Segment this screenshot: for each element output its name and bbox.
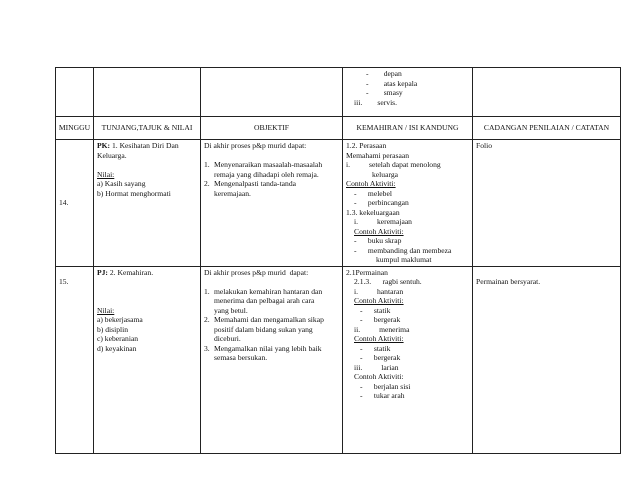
row-week-14 [56,140,621,267]
kemahiran-line: keluarga [372,169,399,179]
cell-cadangan-14: Folio [473,140,621,267]
cell-minggu-15 [56,266,94,453]
objektif-text: diceburi. [214,334,241,343]
cell-empty-cadangan [473,68,621,117]
kemahiran-line: Contoh Aktiviti: [354,226,404,236]
kemahiran-line: - depan [366,69,402,78]
kemahiran-line: - atas kepala [366,78,418,88]
cell-kemahiran-continued [343,68,473,117]
tunjang-title: 2. Kemahiran. [107,267,154,277]
objektif-text: semasa bersukan. [214,353,268,362]
kemahiran-line: iii. larian [354,362,399,372]
kemahiran-line: i. hantaran [354,286,404,296]
objektif-number: 2. [204,179,210,188]
cell-tunjang-15 [94,266,201,453]
kemahiran-line: iii. servis. [354,97,398,107]
continuation-row [56,68,621,117]
kemahiran-line: Contoh Aktiviti: [354,372,404,381]
cell-cadangan-15 [473,266,621,453]
objektif-line [204,344,339,354]
kemahiran-line: - tukar arah [360,391,405,400]
objektif-number: 1. [204,286,210,296]
cell-objektif-15 [201,266,343,453]
nilai-item: a) Kasih sayang [97,179,146,188]
cell-objektif-14 [201,140,343,267]
kemahiran-line: - perbincangan [354,198,409,207]
tunjang-code: PJ: [97,267,108,277]
kemahiran-line: - bergerak [360,315,401,324]
objektif-line [204,353,339,363]
objektif-line [204,170,339,180]
cell-kemahiran-14 [343,140,473,267]
objektif-line [204,306,339,316]
kemahiran-line: Contoh Aktiviti: [346,179,396,188]
objektif-line [204,296,339,306]
kemahiran-line: - smasy [366,88,403,97]
header-objektif: OBJEKTIF [201,117,343,140]
objektif-line [204,179,339,189]
nilai-item: c) keberanian [97,334,139,343]
objektif-number: 3. [204,343,210,353]
objektif-number: 1. [204,160,210,169]
cell-empty-objektif [201,68,343,117]
objektif-text: keremajaan. [214,188,251,198]
objektif-line [204,325,339,335]
kemahiran-line: 1.3. kekeluargaan [346,207,400,217]
objektif-intro: Di akhir proses p&p murid dapat: [204,267,309,277]
header-minggu: MINGGU [56,117,94,140]
cadangan-text: Permainan bersyarat. [476,277,541,286]
cell-minggu-14: 14. [56,140,94,267]
kemahiran-line: - membanding dan membeza [354,245,452,255]
objektif-text: menerima dan pelbagai arah cara [214,296,315,305]
kemahiran-line: Contoh Aktiviti: [354,334,404,343]
cell-kemahiran-15 [343,266,473,453]
kemahiran-line: i. keremajaan [354,217,412,226]
header-tunjang: TUNJANG,TAJUK & NILAI [94,117,201,140]
header-cadangan: CADANGAN PENILAIAN / CATATAN [473,117,621,140]
nilai-item: b) Hormat menghormati [97,188,171,198]
kemahiran-line: i. setelah dapat menolong [346,160,441,169]
tunjang-title: 1. Kesihatan Diri Dan [110,141,179,150]
objektif-line [204,160,339,170]
kemahiran-line: - statik [360,305,391,315]
objektif-number: 2. [204,315,210,324]
kemahiran-line: kumpul maklumat [376,255,432,264]
objektif-intro: Di akhir proses p&p murid dapat: [204,141,307,150]
nilai-label: Nilai: [97,169,115,179]
objektif-text: Memahami dan mengamalkan sikap [214,315,324,324]
kemahiran-line: Contoh Aktiviti: [354,296,404,305]
objektif-line [204,315,339,325]
kemahiran-line: - melebel [354,188,392,198]
kemahiran-line: - statik [360,343,391,353]
kemahiran-line: - bergerak [360,353,401,362]
nilai-item: b) disiplin [97,324,129,334]
kemahiran-line: 1.2. Perasaan [346,141,387,150]
lesson-plan-table [55,67,621,454]
kemahiran-line: 2.1Permainan [346,267,388,277]
kemahiran-line: Memahami perasaan [346,150,410,160]
cell-empty-minggu [56,68,94,117]
row-week-15 [56,266,621,453]
objektif-line [204,287,339,297]
header-row [56,117,621,140]
kemahiran-line: - berjalan sisi [360,381,411,391]
objektif-text: yang betul. [214,305,248,315]
kemahiran-line: - buku skrap [354,236,402,245]
objektif-text: Mengenalpasti tanda-tanda [214,179,297,188]
cell-tunjang-14 [94,140,201,267]
nilai-item: a) bekerjasama [97,315,143,324]
objektif-line [204,189,339,199]
nilai-label: Nilai: [97,305,115,315]
objektif-text: positif dalam bidang sukan yang [214,324,313,334]
tunjang-code: PK: [97,141,111,150]
kemahiran-line: ii. menerima [354,324,410,334]
objektif-text: melakukan kemahiran hantaran dan [214,286,323,296]
kemahiran-line: 2.1.3. ragbi sentuh. [354,277,422,286]
cell-empty-tunjang [94,68,201,117]
minggu-number: 15. [59,277,69,286]
nilai-item: d) keyakinan [97,343,137,353]
objektif-text: Menyenaraikan masaalah-masaalah [214,160,323,169]
objektif-line [204,334,339,344]
header-kemahiran: KEMAHIRAN / ISI KANDUNG [343,117,473,140]
tunjang-title-cont: Keluarga. [97,150,127,160]
objektif-text: Mengamalkan nilai yang lebih baik [214,343,322,353]
objektif-text: remaja yang dihadapi oleh remaja. [214,169,319,179]
